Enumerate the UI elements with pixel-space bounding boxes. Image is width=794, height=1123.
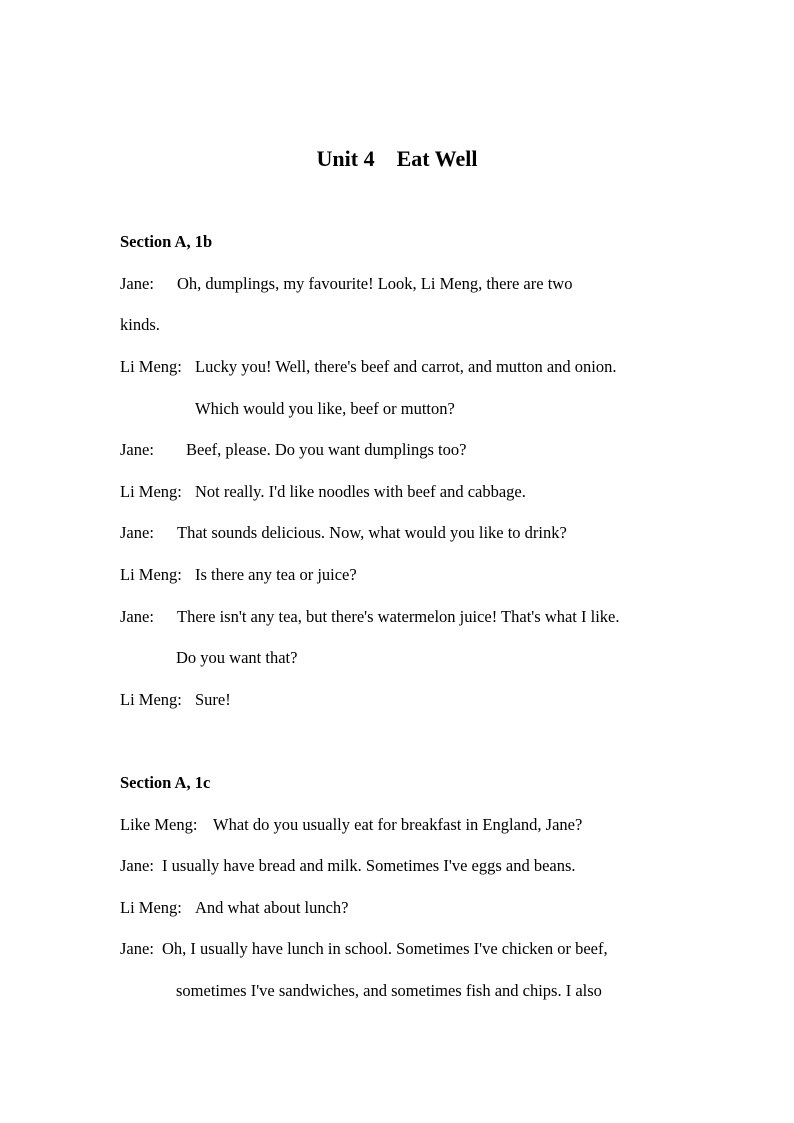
dialogue-text: Oh, I usually have lunch in school. Sometimes I've chicken or beef,: [162, 939, 608, 958]
speaker-label: Li Meng:: [120, 565, 182, 584]
speaker-label: Jane:: [120, 939, 154, 958]
dialogue-text: Oh, dumplings, my favourite! Look, Li Meng, there are two: [177, 274, 573, 293]
dialogue-text: Beef, please. Do you want dumplings too?: [186, 440, 467, 459]
speaker-label: Li Meng:: [120, 357, 182, 376]
dialogue-text: Not really. I'd like noodles with beef and cabbage.: [195, 482, 526, 501]
speaker-label: Jane:: [120, 274, 154, 293]
dialogue-line: [120, 439, 466, 461]
dialogue-text: sometimes I've sandwiches, and sometimes fish and chips. I also: [176, 981, 602, 1000]
dialogue-line: [120, 314, 160, 336]
speaker-label: Li Meng:: [120, 898, 182, 917]
dialogue-line: [120, 564, 357, 586]
dialogue-line: [120, 938, 608, 960]
dialogue-text: And what about lunch?: [195, 898, 349, 917]
section-heading-1b: Section A, 1b: [120, 232, 213, 251]
dialogue-line: [120, 273, 572, 295]
dialogue-text: I usually have bread and milk. Sometimes I've eggs and beans.: [162, 856, 576, 875]
dialogue-line: [120, 481, 526, 503]
dialogue-text: Lucky you! Well, there's beef and carrot, and mutton and onion.: [195, 357, 617, 376]
dialogue-line: [176, 647, 297, 669]
dialogue-line: [120, 855, 576, 877]
section-heading-1c: Section A, 1c: [120, 773, 211, 792]
dialogue-text: Do you want that?: [176, 648, 298, 667]
dialogue-text: Is there any tea or juice?: [195, 565, 357, 584]
speaker-label: Li Meng:: [120, 690, 182, 709]
dialogue-text: Which would you like, beef or mutton?: [195, 399, 455, 418]
dialogue-text: kinds.: [120, 315, 160, 334]
dialogue-line: [120, 689, 231, 711]
dialogue-text: Sure!: [195, 690, 231, 709]
speaker-label: Jane:: [120, 856, 154, 875]
speaker-label: Li Meng:: [120, 482, 182, 501]
dialogue-line: [120, 897, 349, 919]
dialogue-text: There isn't any tea, but there's watermelon juice! That's what I like.: [177, 607, 620, 626]
speaker-label: Jane:: [120, 440, 154, 459]
dialogue-line: [120, 522, 567, 544]
dialogue-text: That sounds delicious. Now, what would you like to drink?: [177, 523, 567, 542]
dialogue-text: What do you usually eat for breakfast in England, Jane?: [213, 815, 583, 834]
speaker-label: Jane:: [120, 607, 154, 626]
speaker-label: Like Meng:: [120, 815, 198, 834]
dialogue-line: [120, 606, 620, 628]
dialogue-line: [195, 398, 455, 420]
page-title: Unit 4 Eat Well: [316, 146, 478, 171]
speaker-label: Jane:: [120, 523, 154, 542]
dialogue-line: [120, 814, 582, 836]
dialogue-line: [176, 980, 602, 1002]
dialogue-line: [120, 356, 617, 378]
